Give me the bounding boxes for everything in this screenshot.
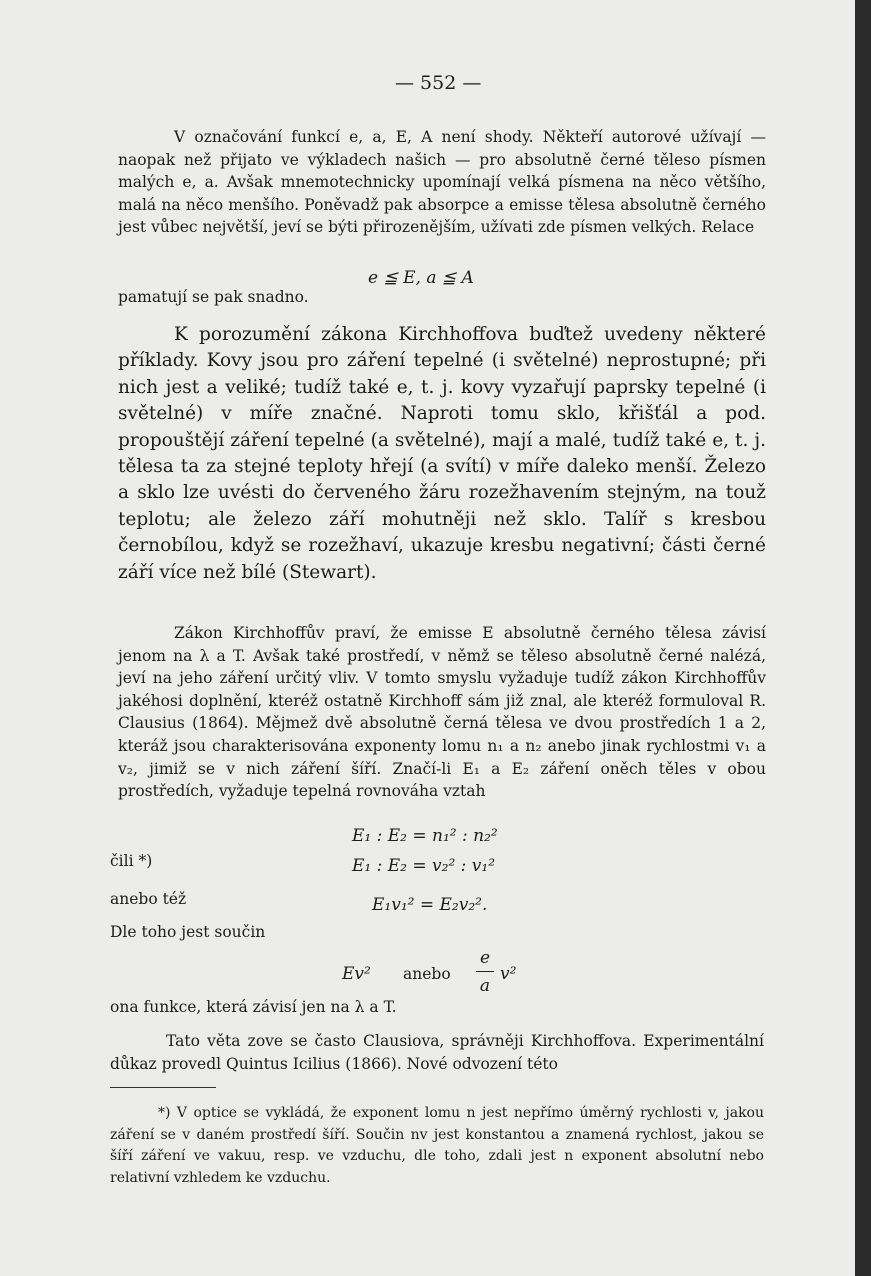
fraction-tail: v² [500, 964, 517, 984]
footnote-rule [110, 1087, 216, 1088]
product-ev2: Ev² [342, 964, 371, 984]
paragraph-clausius: Tato věta zove se často Clausiova, správněji Kirchhoffova. Experimentální důkaz provedl Quintus Icilius (1866). Nové odvození této [110, 1032, 764, 1073]
equation-4-label: Dle toho jest součin [110, 923, 266, 941]
page-number: — 552 — [395, 72, 482, 94]
relation-formula: e ≦ E, a ≦ A [368, 268, 474, 288]
fraction-numerator: e [479, 948, 491, 968]
fraction-bar [476, 971, 494, 972]
paragraph-examples: K porozumění zákona Kirchhoffova buďtež uvedeny některé příklady. Kovy jsou pro záření tepelné (i světelné) neprostupné; při nich jest a veliké; tudíž také e, t. j. kovy vyzařují paprsky tepelné (i světelné) v míře značné. Naproti tomu sklo, křišťál a pod. propouštějí záření tepelné (a světelné), mají a malé, tudíž také e, t. j. tělesa ta za stejné teploty hřejí (a svítí) v míře daleko menší. Železo a sklo lze uvésti do červeného žáru rozežhavením stejným, na touž teplotu; ale železo září mohutněji než sklo. Talíř s kresbou černobílou, když se rozežhaví, ukazuje kresbu negativní; části černé září více než bílé (Stewart). [118, 324, 766, 583]
equation-2: E₁ : E₂ = v₂² : v₁² [352, 856, 496, 876]
paragraph-notation: V označování funkcí e, a, E, A není shody. Někteří autorové užívají — naopak než přijato ve výkladech našich — pro absolutně černé těleso písmen malých e, a. Avšak mnemotechnicky upomínají velká písmena na něco většího, malá na něco menšího. Poněvadž pak absorpce a emisse tělesa absolutně černého jest vůbec největší, jeví se býti přirozenějším, užívati zde písmen velkých. Relace [118, 128, 766, 237]
equation-3: E₁v₁² = E₂v₂². [372, 895, 488, 915]
function-statement: ona funkce, která závisí jen na λ a T. [110, 998, 397, 1016]
equation-2-label: čili *) [110, 852, 153, 870]
equation-1: E₁ : E₂ = n₁² : n₂² [352, 826, 498, 846]
relation-follow-text: pamatují se pak snadno. [118, 288, 309, 306]
footnote: *) V optice se vykládá, že exponent lomu n jest nepřímo úměrný rychlosti v, jakou záření se v daném prostředí šíří. Součin nv jest konstantou a znamená rychlost, jakou se šíří záření ve vakuu, resp. ve vzduchu, dle toho, zdali jest n exponent absolutní nebo relativní vzhledem ke vzduchu. [110, 1105, 764, 1186]
product-anebo: anebo [403, 965, 451, 983]
equation-3-label: anebo též [110, 890, 187, 908]
fraction-denominator: a [479, 976, 491, 996]
page-edge [855, 0, 871, 1276]
paragraph-kirchhoff-law: Zákon Kirchhoffův praví, že emisse E absolutně černého tělesa závisí jenom na λ a T. Avšak také prostředí, v němž se těleso absolutně černé nalézá, jeví na jeho záření určitý vliv. V tomto smyslu vyžaduje tudíž zákon Kirchhoffův jakéhosi doplnění, kteréž ostatně Kirchhoff sám již znal, ale kteréž formuloval R. Clausius (1864). Mějmež dvě absolutně černá tělesa ve dvou prostředích 1 a 2, kteráž jsou charakterisována exponenty lomu n₁ a n₂ anebo jinak rychlostmi v₁ a v₂, jimiž se v nich záření šíří. Značí-li E₁ a E₂ záření oněch těles v obou prostředích, vyžaduje tepelná rovnováha vztah [118, 624, 766, 801]
